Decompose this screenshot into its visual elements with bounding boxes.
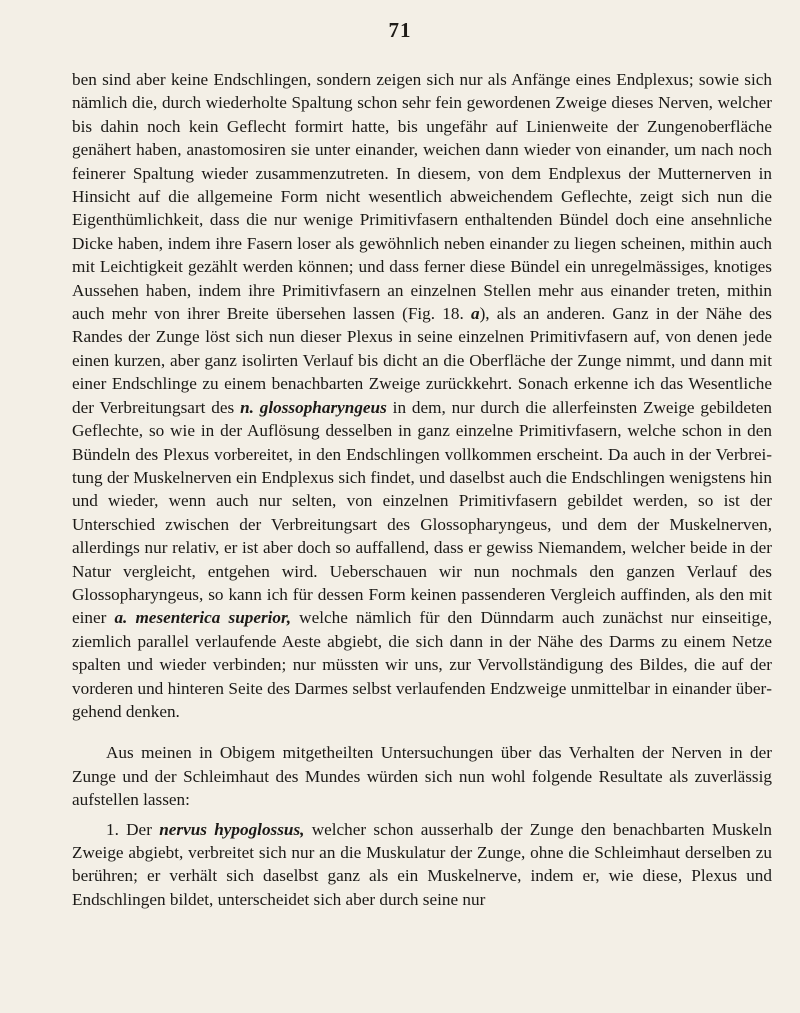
text-run: welcher schon ausserhalb der Zunge den benachbarten Muskeln Zweige abgiebt, verbreitet sich nur an die Muskulatur der Zunge, ohne die Schleimhaut derselben zu berühren; er verhält sich daselbst ganz als ein Muskelnerve, indem er, wie diese, Plexus und Endschlingen bildet, unterscheidet sich aber durch seine nur: [72, 819, 773, 909]
text-run: in dem, nur durch die allerfeinsten Zweige gebildeten Geflechte, so wie in der Auflösung desselben in ganz einzelne Primitivfasern, welche schon in den Bündeln des Plexus vorbereitet, in den Endschlingen vollkommen erscheint. Da auch in der Verbreitung der Muskelnerven ein Endplexus sich findet, und daselbst auch die Endschlingen wenigstens hin und wieder, wenn auch nur selten, von einzelnen Primitivfasern gebildet werden, so ist der Unterschied zwischen der Verbreitungsart des Glossopharyngeus, und dem der Muskelnerven, allerdings nur relativ, er ist aber doch so auffallend, dass er gewiss Niemandem, welcher beide in der Natur vergleicht, entgehen wird. Ueberschauen wir nun nochmals den ganzen Verlauf des Glossopharyngeus, so kann ich für dessen Form keinen passenderen Vergleich auffinden, als den mit einer: [72, 397, 772, 628]
emphasized-term: a. mesenterica superior,: [114, 608, 292, 628]
emphasized-term: a: [470, 304, 480, 324]
paragraph-2: [72, 741, 772, 811]
text-run: Aus meinen in Obigem mitgetheilten Untersuchungen über das Verhalten der Nerven in der Zunge und der Schleimhaut des Mundes würden sich nun wohl folgende Resultate als zuverlässig aufstellen lassen:: [72, 743, 772, 810]
body-text: [72, 68, 772, 911]
paragraph-3: [72, 818, 772, 912]
text-run: 1. Der: [106, 819, 160, 839]
text-run: ben sind aber keine Endschlingen, sondern zeigen sich nur als Anfänge eines Endplexus; sowie sich nämlich die, durch wiederholte Spaltung schon sehr fein gewordenen Zweige dieses Nerven, welcher bis dahin noch kein Geflecht formirt hatte, bis ungefähr auf Linienweite der Zungenoberfläche genähert haben, anastomosiren sie unter einander, weichen dann wieder von einander, um nach noch feinerer Spaltung wieder zusammenzutreten. In diesem, von dem Endplexus der Mutternerven in Hinsicht auf die allgemeine Form nicht wesentlich abweichendem Geflechte, zeigt sich nun die Eigenthümlichkeit, dass die nur wenige Primitivfasern enthaltenden Bündel doch eine ansehnliche Dicke haben, indem ihre Fasern loser als gewöhnlich neben einander zu liegen scheinen, mithin auch mit Leichtigkeit gezählt werden können; und dass ferner diese Bündel ein unregelmässiges, knotiges Aussehen haben, indem ihre Primitivfasern an einzelnen Stellen mehr aus einander treten, mithin auch mehr von ihrer Breite übersehen lassen (Fig. 18.: [72, 70, 772, 324]
emphasized-term: n. glossopharyngeus: [240, 397, 387, 417]
emphasized-term: nervus hypoglossus,: [159, 819, 305, 839]
page-number: 71: [388, 18, 412, 42]
text-run: ), als an anderen. Ganz in der Nähe des Randes der Zunge löst sich nun dieser Plexus in seine einzelnen Primitivfasern auf, von denen jede einen kurzen, aber ganz isolirten Verlauf bis dicht an die Oberfläche der Zunge nimmt, und dann mit einer Endschlinge zu einem benachbarten Zweige zurückkehrt. Sonach erkenne ich das Wesentliche der Verbreitungsart des: [72, 304, 772, 417]
paragraph-1: [72, 68, 772, 723]
text-run: welche nämlich für den Dünndarm auch zunächst nur einseitige, ziemlich parallel verlaufende Aeste abgiebt, die sich dann in der Nähe des Darms zu einem Netze spalten und wieder verbinden; nur müssten wir uns, zur Vervollständigung des Bildes, die auf der vorderen und hinteren Seite des Darmes selbst verlaufenden Endzweige unmittelbar in einander übergehend denken.: [72, 608, 773, 721]
